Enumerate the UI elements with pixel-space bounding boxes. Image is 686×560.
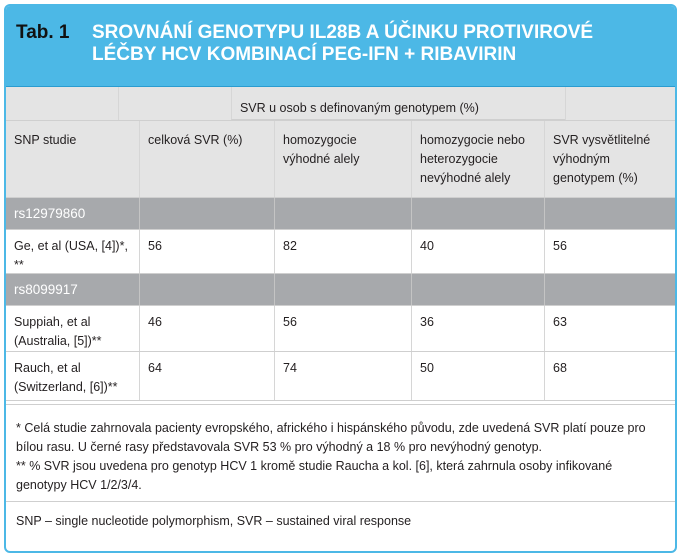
study-cell: Rauch, et al (Switzerland, [6])** bbox=[14, 361, 118, 394]
homo-het-unfavorable-cell: 40 bbox=[411, 230, 544, 273]
homo-favorable-cell: 74 bbox=[274, 352, 411, 400]
table-number: Tab. 1 bbox=[16, 22, 70, 43]
header-row-group bbox=[6, 87, 675, 121]
table-row bbox=[6, 352, 675, 401]
table-card bbox=[4, 4, 677, 553]
divider bbox=[6, 404, 675, 405]
homo-favorable-cell: 82 bbox=[274, 230, 411, 273]
homo-het-unfavorable-cell: 50 bbox=[411, 352, 544, 400]
snp-row-spacer bbox=[411, 274, 544, 305]
svr-explained-cell: 63 bbox=[544, 306, 675, 351]
column-header-total-svr: celková SVR (%) bbox=[139, 121, 274, 197]
snp-label: rs12979860 bbox=[14, 206, 86, 221]
header-spacer bbox=[6, 87, 118, 120]
column-header-snp: SNP studie bbox=[14, 133, 77, 147]
column-header-homo-favorable: homozygocie výhodné alely bbox=[274, 121, 411, 197]
header-row-columns bbox=[6, 121, 675, 198]
group-header: SVR u osob s definovaným genotypem (%) bbox=[231, 87, 565, 120]
table-row bbox=[6, 230, 675, 274]
snp-row-spacer bbox=[544, 274, 675, 305]
snp-group-row bbox=[6, 274, 675, 306]
svr-explained-cell: 68 bbox=[544, 352, 675, 400]
table-title: SROVNÁNÍ GENOTYPU IL28B A ÚČINKU PROTIVIROVÉ LÉČBY HCV KOMBINACÍ PEG-IFN + RIBAVIRIN bbox=[92, 22, 594, 65]
homo-favorable-cell: 56 bbox=[274, 306, 411, 351]
footnote-1: * Celá studie zahrnovala pacienty evropského, afrického i hispánského původu, zde uvedená SVR platí pouze pro bílou rasu. U černé rasy představovala SVR 53 % pro výhodný a 18 % pro nevýhodný genotyp. bbox=[16, 421, 646, 454]
table-row bbox=[6, 306, 675, 352]
study-cell: Suppiah, et al (Australia, [5])** bbox=[14, 315, 102, 348]
snp-row-spacer bbox=[274, 274, 411, 305]
snp-row-spacer bbox=[274, 198, 411, 229]
svr-explained-cell: 56 bbox=[544, 230, 675, 273]
table-header bbox=[6, 6, 675, 87]
snp-row-spacer bbox=[139, 274, 274, 305]
snp-label: rs8099917 bbox=[14, 282, 78, 297]
homo-het-unfavorable-cell: 36 bbox=[411, 306, 544, 351]
total-svr-cell: 64 bbox=[139, 352, 274, 400]
footnote-2: ** % SVR jsou uvedena pro genotyp HCV 1 kromě studie Raucha a kol. [6], která zahrnula osoby infikované genotypy HCV 1/2/3/4. bbox=[16, 459, 613, 492]
header-spacer bbox=[565, 87, 675, 120]
abbreviations-note: SNP – single nucleotide polymorphism, SVR – sustained viral response bbox=[16, 514, 412, 528]
divider bbox=[6, 501, 675, 502]
column-header-svr-explained: SVR vysvětlitelné výhodným genotypem (%) bbox=[544, 121, 675, 197]
data-table bbox=[6, 87, 675, 401]
footnotes bbox=[16, 419, 666, 495]
snp-row-spacer bbox=[411, 198, 544, 229]
study-cell: Ge, et al (USA, [4])*, ** bbox=[14, 239, 128, 272]
snp-row-spacer bbox=[139, 198, 274, 229]
column-header-homo-het-unfavorable: homozygocie nebo heterozygocie nevýhodné alely bbox=[411, 121, 544, 197]
header-spacer bbox=[118, 87, 231, 120]
total-svr-cell: 56 bbox=[139, 230, 274, 273]
snp-row-spacer bbox=[544, 198, 675, 229]
total-svr-cell: 46 bbox=[139, 306, 274, 351]
snp-group-row bbox=[6, 198, 675, 230]
